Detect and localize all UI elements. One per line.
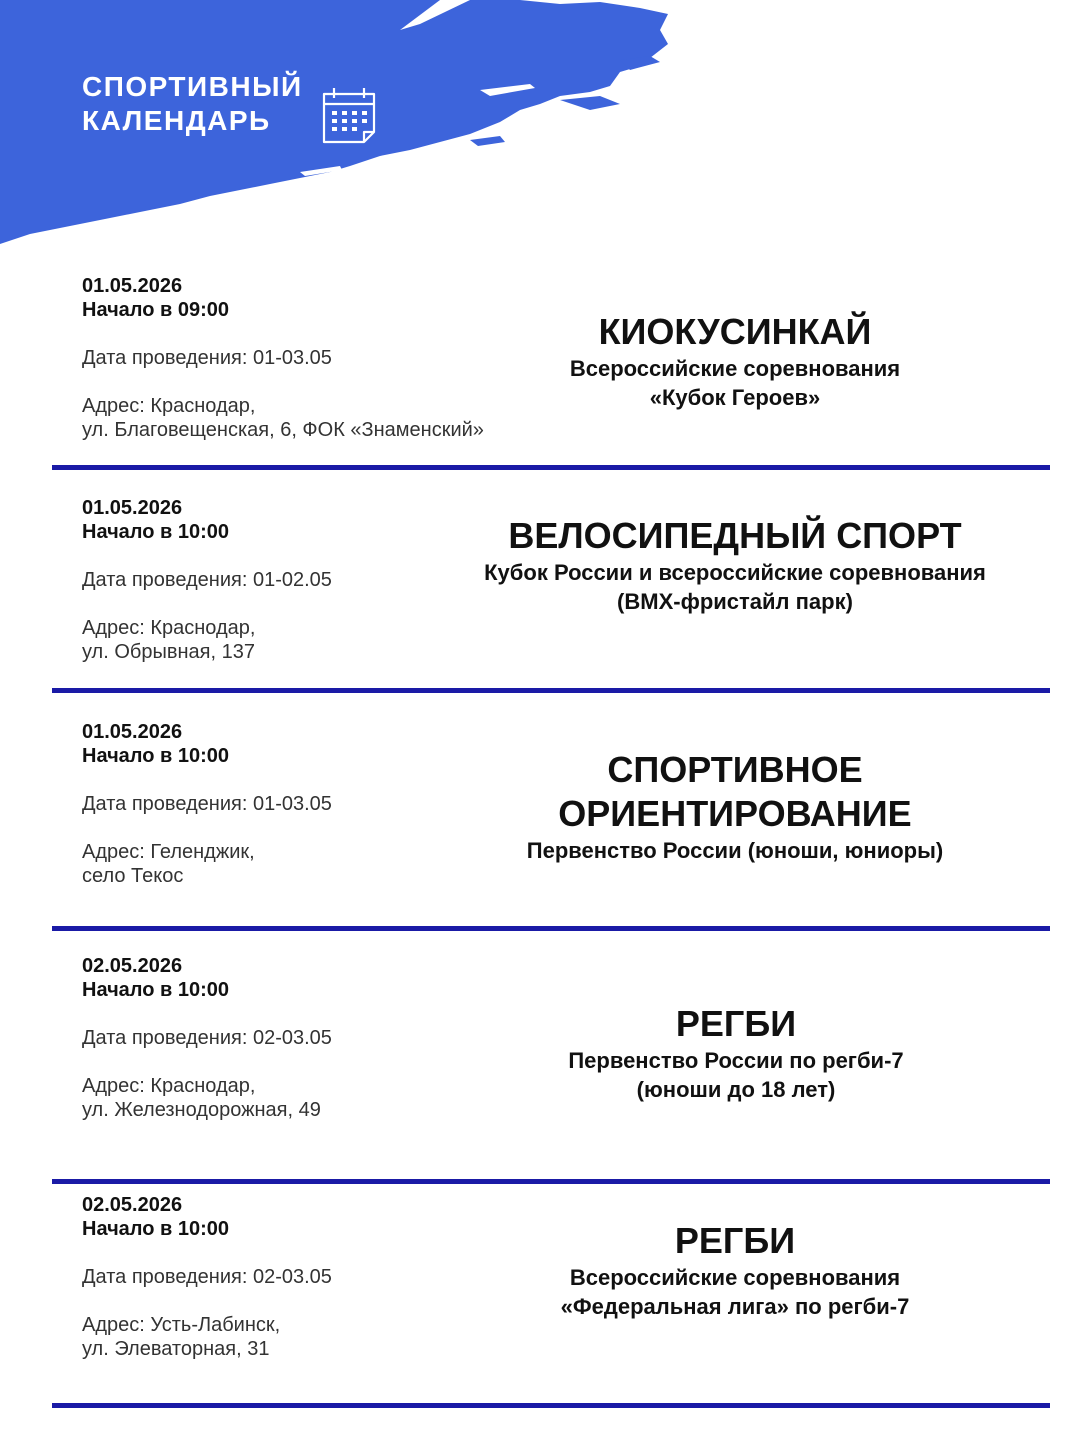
event-period: Дата проведения: 02-03.05: [82, 1266, 332, 1288]
event-title-block: [430, 310, 1040, 412]
header: [0, 0, 1080, 260]
calendar-icon: [318, 84, 382, 148]
sport-name: КИОКУСИНКАЙ: [598, 311, 872, 352]
event-date: 01.05.2026: [82, 275, 183, 297]
sport-name: РЕГБИ: [675, 1003, 797, 1044]
address-street: ул. Элеваторная, 31: [82, 1338, 270, 1360]
event-description-line-1: Первенство России (юноши, юниоры): [526, 838, 944, 863]
page-title: [82, 70, 303, 138]
divider: [52, 1179, 1050, 1184]
address-city: Адрес: Геленджик,: [82, 841, 255, 863]
event-date: 01.05.2026: [82, 721, 183, 743]
sport-name-line-2: ОРИЕНТИРОВАНИЕ: [558, 793, 912, 834]
event-start-time: Начало в 10:00: [82, 521, 230, 543]
divider: [52, 926, 1050, 931]
event-address: [82, 616, 522, 664]
event-description-line-2: (юноши до 18 лет): [636, 1077, 836, 1102]
address-city: Адрес: Усть-Лабинск,: [82, 1314, 281, 1336]
event-title-block: [430, 514, 1040, 616]
address-street: ул. Железнодорожная, 49: [82, 1099, 321, 1121]
event-period: Дата проведения: 01-02.05: [82, 569, 332, 591]
event-date: 02.05.2026: [82, 1194, 183, 1216]
event-description-line-2: «Кубок Героев»: [649, 385, 821, 410]
event-date: 02.05.2026: [82, 955, 183, 977]
address-city: Адрес: Краснодар,: [82, 617, 256, 639]
sport-name: СПОРТИВНОЕ: [607, 749, 863, 790]
event-description-line-1: Всероссийские соревнования: [569, 1265, 901, 1290]
address-street: ул. Благовещенская, 6, ФОК «Знаменский»: [82, 419, 484, 441]
event-title-block: [430, 748, 1040, 865]
address-street: ул. Обрывная, 137: [82, 641, 255, 663]
event-description-line-1: Всероссийские соревнования: [569, 356, 901, 381]
sport-name: ВЕЛОСИПЕДНЫЙ СПОРТ: [508, 515, 962, 556]
sport-name: РЕГБИ: [674, 1220, 796, 1261]
address-city: Адрес: Краснодар,: [82, 1075, 256, 1097]
divider: [52, 465, 1050, 470]
event-start-time: Начало в 10:00: [82, 745, 230, 767]
address-street: село Текос: [82, 865, 184, 887]
event-period: Дата проведения: 01-03.05: [82, 793, 332, 815]
event-description-line-2: (ВМХ-фристайл парк): [617, 589, 853, 614]
event-date: 01.05.2026: [82, 497, 183, 519]
divider: [52, 1403, 1050, 1408]
event-description-line-1: Первенство России по регби-7: [568, 1048, 904, 1073]
divider: [52, 688, 1050, 693]
event-description-line-1: Кубок России и всероссийские соревнования: [484, 560, 986, 585]
event-start-time: Начало в 10:00: [82, 979, 230, 1001]
title-line-1: СПОРТИВНЫЙ: [82, 71, 303, 102]
event-period: Дата проведения: 02-03.05: [82, 1027, 332, 1049]
event-period: Дата проведения: 01-03.05: [82, 347, 332, 369]
title-line-2: КАЛЕНДАРЬ: [82, 105, 271, 136]
event-start-time: Начало в 09:00: [82, 299, 230, 321]
event-title-block: [430, 1002, 1042, 1104]
event-description-line-2: «Федеральная лига» по регби-7: [560, 1294, 910, 1319]
address-city: Адрес: Краснодар,: [82, 395, 256, 417]
event-title-block: [430, 1219, 1040, 1321]
event-start-time: Начало в 10:00: [82, 1218, 230, 1240]
